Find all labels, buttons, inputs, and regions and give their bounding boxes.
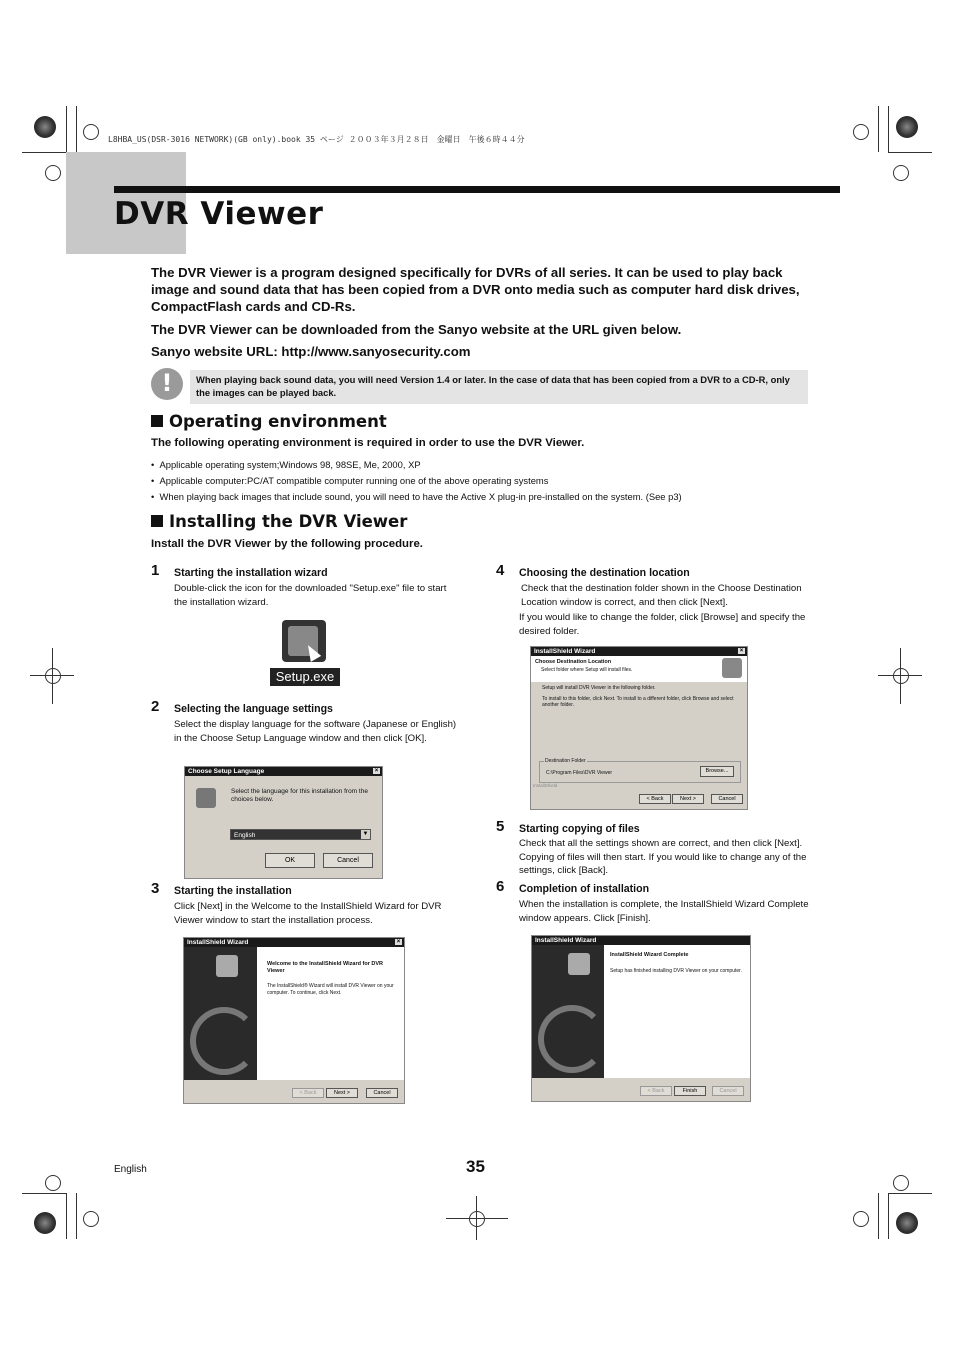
destination-path: C:\Program Files\DVR Viewer <box>546 770 613 776</box>
step-number: 6 <box>496 878 505 895</box>
intro-url: Sanyo website URL: http://www.sanyosecurity.com <box>151 344 471 359</box>
welcome-wizard-window <box>183 937 405 1104</box>
square-bullet-icon <box>151 415 163 427</box>
cancel-button[interactable]: Cancel <box>323 853 373 868</box>
window-titlebar: InstallShield Wizard × <box>531 647 747 656</box>
browse-button[interactable]: Browse... <box>700 766 734 777</box>
wizard-text: Setup has finished installing DVR Viewer on your computer. <box>610 968 742 974</box>
wizard-subheading: Select folder where Setup will install files. <box>541 667 633 673</box>
wizard-heading: Choose Destination Location <box>535 659 612 665</box>
intro-paragraph-2: The DVR Viewer can be downloaded from the Sanyo website at the URL given below. <box>151 322 682 337</box>
wizard-heading: InstallShield Wizard Complete <box>610 952 689 958</box>
next-button[interactable]: Next > <box>326 1088 358 1098</box>
step-title: Starting the installation <box>174 885 292 897</box>
bullet-item: • Applicable operating system;Windows 98, 98SE, Me, 2000, XP <box>151 459 421 470</box>
setup-icon <box>196 788 216 808</box>
complete-wizard-window <box>531 935 751 1102</box>
step-body: Click [Next] in the Welcome to the InstallShield Wizard for DVR Viewer window to start the installation process. <box>174 901 442 926</box>
step-body: Check that the destination folder shown in the Choose Destination Location window is correct, and then click [Next]. <box>521 583 802 608</box>
group-label: Destination Folder <box>545 758 586 764</box>
close-icon[interactable]: × <box>396 939 401 945</box>
window-titlebar: InstallShield Wizard × <box>184 938 404 947</box>
step-number: 1 <box>151 562 160 579</box>
section-heading-installing: Installing the DVR Viewer <box>151 512 407 531</box>
step-body: Check that all the settings shown are correct, and then click [Next]. Copying of files will then start. If you would like to change any of the settings, click [Back]. <box>519 838 807 876</box>
installshield-footer: InstallShield <box>533 783 558 788</box>
ok-button[interactable]: OK <box>265 853 315 868</box>
step-number: 3 <box>151 880 160 897</box>
operating-lead: The following operating environment is required in order to use the DVR Viewer. <box>151 437 585 449</box>
step-number: 2 <box>151 698 160 715</box>
language-select[interactable]: English ▼ <box>230 829 371 840</box>
step-title: Starting the installation wizard <box>174 567 328 579</box>
bullet-item: • Applicable computer:PC/AT compatible computer running one of the above operating systems <box>151 475 549 486</box>
cancel-button[interactable]: Cancel <box>711 794 743 804</box>
intro-paragraph-1: The DVR Viewer is a program designed specifically for DVRs of all series. It can be used to play back image and sound data that has been copied from a DVR onto media such as computer hard disk drives, CompactFlash cards and CD-Rs. <box>151 265 800 314</box>
close-icon[interactable]: × <box>739 648 744 654</box>
setup-exe-label: Setup.exe <box>270 668 340 686</box>
close-icon[interactable]: × <box>374 768 379 774</box>
language-message: Select the language for this installation from the choices below. <box>231 788 368 803</box>
step-body: Select the display language for the software (Japanese or English) in the Choose Setup Language window and then click [OK]. <box>174 719 457 744</box>
back-button[interactable]: < Back <box>639 794 671 804</box>
square-bullet-icon <box>151 515 163 527</box>
wizard-banner-image <box>184 947 257 1080</box>
cancel-button[interactable]: Cancel <box>366 1088 398 1098</box>
section-heading-operating: Operating environment <box>151 412 387 431</box>
chevron-down-icon[interactable]: ▼ <box>362 831 369 837</box>
wizard-banner-image <box>532 945 604 1078</box>
bullet-item: • When playing back images that include sound, you will need to have the Active X plug-in pre-installed on the system. (See p3) <box>151 491 682 502</box>
destination-line-1: Setup will install DVR Viewer in the following folder. <box>542 685 656 691</box>
caution-icon: ! <box>151 368 183 400</box>
destination-line-2: To install to this folder, click Next. To install to a different folder, click Browse and select another folder. <box>542 696 734 708</box>
next-button[interactable]: Next > <box>672 794 704 804</box>
note-box: When playing back sound data, you will need Version 1.4 or later. In the case of data that has been copied from a DVR to a CD-R, only the images can be played back. <box>190 370 808 404</box>
installing-lead: Install the DVR Viewer by the following procedure. <box>151 538 423 550</box>
wizard-heading: Welcome to the InstallShield Wizard for DVR Viewer <box>267 961 383 974</box>
print-header-line: L8HBA_US(DSR-3016 NETWORK)(GB only).book 35 ページ ２００３年３月２８日 金曜日 午後６時４４分 <box>108 135 525 144</box>
step-body-extra: If you would like to change the folder, click [Browse] and specify the desired folder. <box>519 612 806 637</box>
destination-folder-group <box>539 758 741 783</box>
title-rule <box>114 186 840 193</box>
page-title: DVR Viewer <box>114 196 324 232</box>
back-button[interactable]: < Back <box>640 1086 672 1096</box>
choose-language-window <box>184 766 383 879</box>
footer-language: English <box>114 1164 147 1175</box>
setup-exe-icon[interactable] <box>270 620 340 688</box>
step-title: Choosing the destination location <box>519 567 690 579</box>
setup-icon <box>722 658 742 678</box>
back-button[interactable]: < Back <box>292 1088 324 1098</box>
step-title: Starting copying of files <box>519 823 640 835</box>
step-body: When the installation is complete, the InstallShield Wizard Complete window appears. Click [Finish]. <box>519 899 809 924</box>
destination-wizard-window <box>530 646 748 810</box>
window-titlebar: InstallShield Wizard <box>532 936 750 945</box>
step-title: Selecting the language settings <box>174 703 333 715</box>
step-body: Double-click the icon for the downloaded "Setup.exe" file to start the installation wizard. <box>174 583 447 608</box>
window-titlebar: Choose Setup Language × <box>185 767 382 776</box>
finish-button[interactable]: Finish <box>674 1086 706 1096</box>
step-number: 4 <box>496 562 505 579</box>
step-number: 5 <box>496 818 505 835</box>
page-number: 35 <box>466 1157 485 1176</box>
cancel-button[interactable]: Cancel <box>712 1086 744 1096</box>
step-title: Completion of installation <box>519 883 650 895</box>
wizard-text: The InstallShield® Wizard will install DVR Viewer on your computer. To continue, click Next. <box>267 983 394 996</box>
